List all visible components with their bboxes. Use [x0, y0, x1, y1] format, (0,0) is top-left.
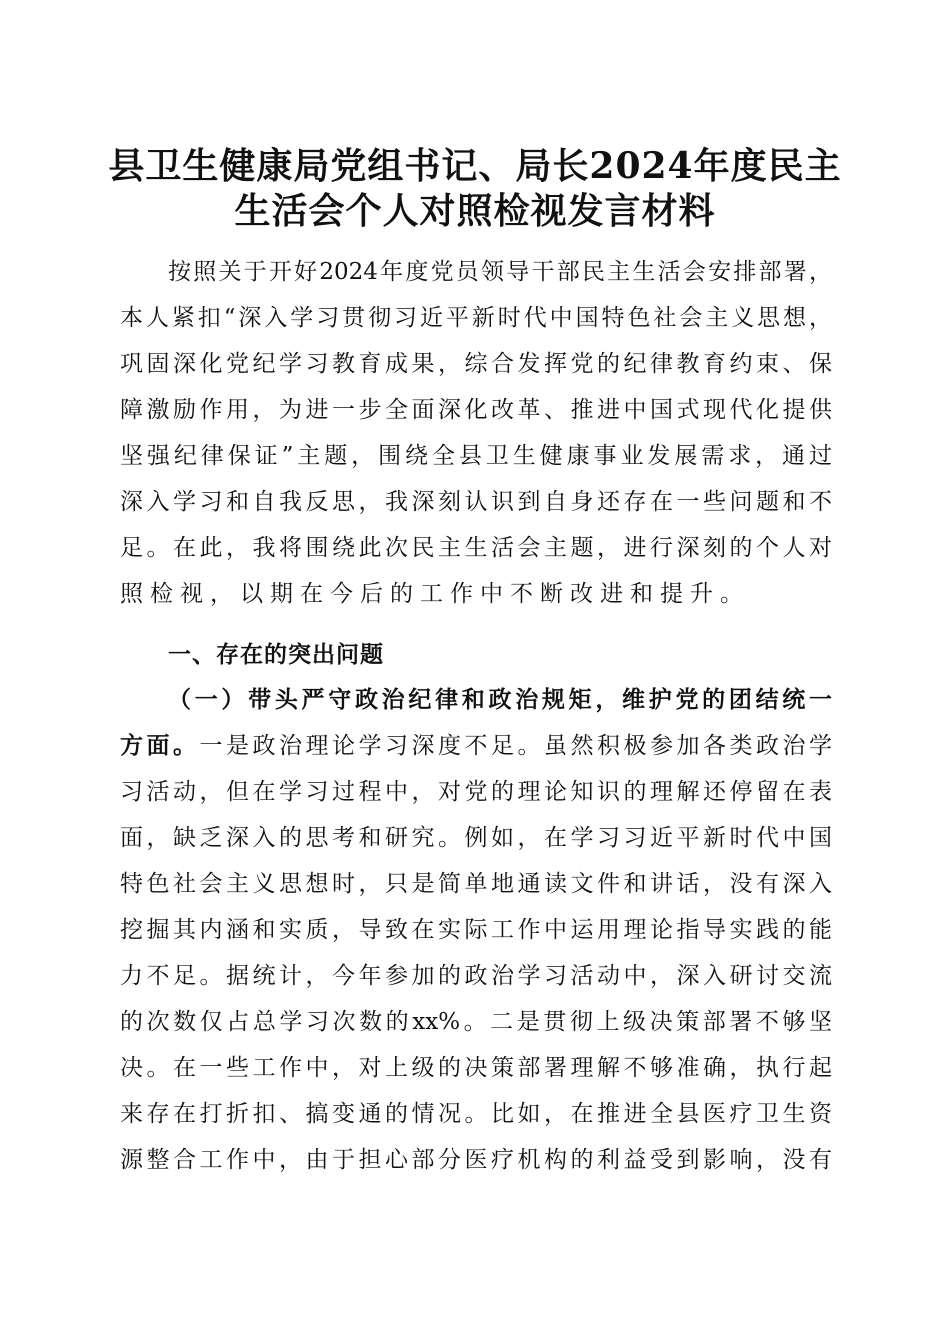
text-span: 一是政治理论学习深度不足。虽然积极参加各类政治学 [199, 733, 832, 759]
text-line: 力不足。据统计，今年参加的政治学习活动中，深入研讨交流 [120, 963, 832, 989]
text-line: 足。在此，我将围绕此次民主生活会主题，进行深刻的个人对 [120, 535, 832, 561]
text-line: 巩固深化党纪学习教育成果，综合发挥党的纪律教育约束、保 [120, 351, 832, 377]
title-line-1: 县卫生健康局党组书记、局长2024年度民主 [108, 145, 842, 187]
text-line: 源整合工作中，由于担心部分医疗机构的利益受到影响，没有 [120, 1147, 832, 1173]
subsection-title: （一）带头严守政治纪律和政治规矩，维护党的团结统一 [168, 686, 832, 713]
text-line: 深入学习和自我反思，我深刻认识到自身还存在一些问题和不 [120, 489, 832, 515]
text-line: 照检视，以期在今后的工作中不断改进和提升。 [120, 581, 750, 607]
text-line: 按照关于开好2024年度党员领导干部民主生活会安排部署， [168, 259, 832, 285]
text-line: 坚强纪律保证”主题，围绕全县卫生健康事业发展需求，通过 [120, 443, 832, 469]
section-heading: 一、存在的突出问题 [168, 641, 384, 668]
text-line: 本人紧扣“深入学习贯彻习近平新时代中国特色社会主义思想， [120, 305, 832, 331]
title-line-2: 生活会个人对照检视发言材料 [234, 190, 716, 232]
text-line: 习活动，但在学习过程中，对党的理论知识的理解还停留在表 [120, 779, 832, 805]
text-line: 特色社会主义思想时，只是简单地通读文件和讲话，没有深入 [120, 871, 832, 897]
text-line: 决。在一些工作中，对上级的决策部署理解不够准确，执行起 [120, 1055, 832, 1081]
text-line: 面，缺乏深入的思考和研究。例如，在学习习近平新时代中国 [120, 825, 832, 851]
text-line: 来存在打折扣、搞变通的情况。比如，在推进全县医疗卫生资 [120, 1101, 832, 1127]
text-line: 的次数仅占总学习次数的xx%。二是贯彻上级决策部署不够坚 [120, 1009, 832, 1035]
text-line [120, 731, 832, 761]
text-line: 障激励作用，为进一步全面深化改革、推进中国式现代化提供 [120, 397, 832, 423]
text-line: 挖掘其内涵和实质，导致在实际工作中运用理论指导实践的能 [120, 917, 832, 943]
subsection-title-end: 方面。 [120, 732, 200, 759]
